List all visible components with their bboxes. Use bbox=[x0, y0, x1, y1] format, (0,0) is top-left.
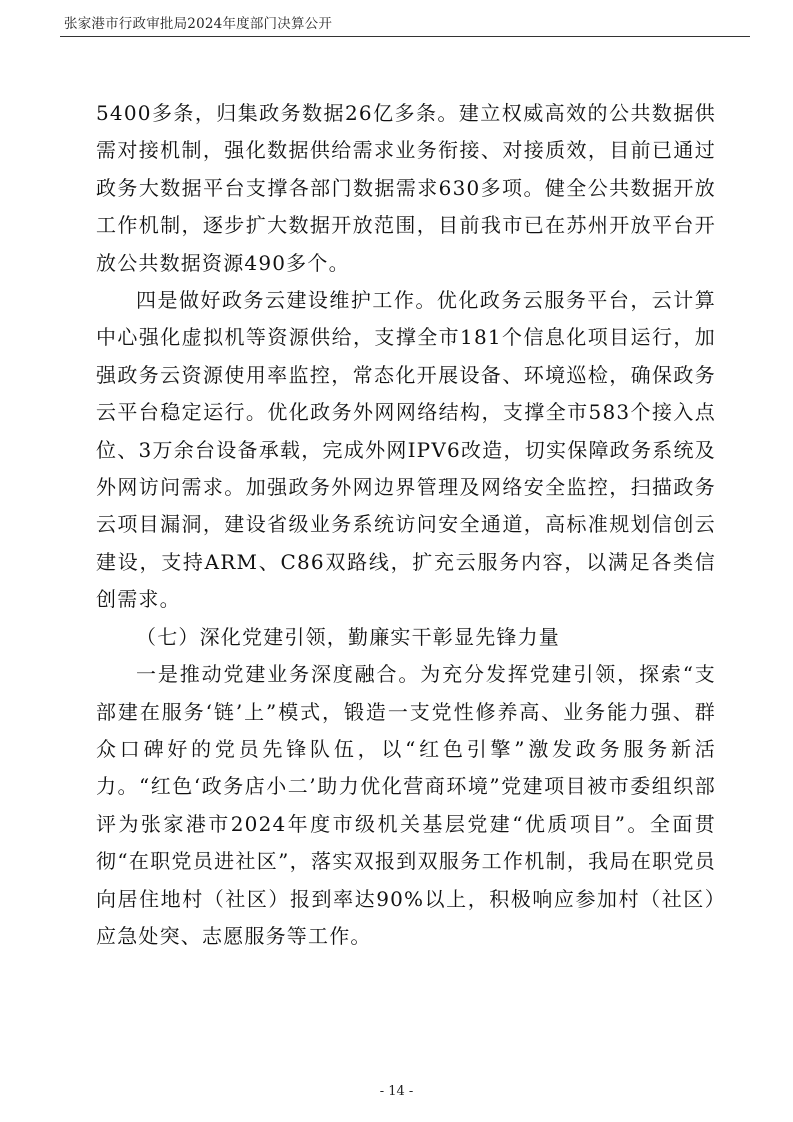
section-heading-party-building: （七）深化党建引领，勤廉实干彰显先锋力量 bbox=[136, 624, 560, 649]
paragraph-gov-cloud: 四是做好政务云建设维护工作。优化政务云服务平台，云计算中心强化虚拟机等资源供给，支撑全市181个信息化项目运行，加强政务云资源使用率监控，常态化开展设备、环境巡检，确保政务云平台稳定运行。优化政务外网网络结构，支撑全市583个接入点位、3万余台设备承载，完成外网IPV6改造，切实保障政务系统及外网访问需求。加强政务外网边界管理及网络安全监控，扫描政务云项目漏洞，建设省级业务系统访问安全通道，高标准规划信创云建设，支持ARM、C86双路线，扩充云服务内容，以满足各类信创需求。 bbox=[96, 288, 716, 612]
paragraph-data-sharing: 5400多条，归集政务数据26亿多条。建立权威高效的公共数据供需对接机制，强化数据供给需求业务衔接、对接质效，目前已通过政务大数据平台支撑各部门数据需求630多项。健全公共数据开放工作机制，逐步扩大数据开放范围，目前我市已在苏州开放平台开放公共数据资源490多个。 bbox=[96, 101, 716, 275]
paragraph-party-integration: 一是推动党建业务深度融合。为充分发挥党建引领，探索“支部建在服务‘链’上”模式，锻造一支党性修养高、业务能力强、群众口碑好的党员先锋队伍，以“红色引擎”激发政务服务新活力。“红色‘政务店小二’助力优化营商环境”党建项目被市委组织部评为张家港市2024年度市级机关基层党建“优质项目”。全面贯彻“在职党员进社区”，落实双报到双服务工作机制，我局在职党员向居住地村（社区）报到率达90%以上，积极响应参加村（社区）应急处突、志愿服务等工作。 bbox=[96, 662, 716, 948]
page-number: - 14 - bbox=[379, 1084, 414, 1099]
page-header-title: 张家港市行政审批局2024年度部门决算公开 bbox=[64, 16, 333, 32]
header-divider bbox=[60, 36, 750, 37]
document-body bbox=[96, 95, 716, 955]
